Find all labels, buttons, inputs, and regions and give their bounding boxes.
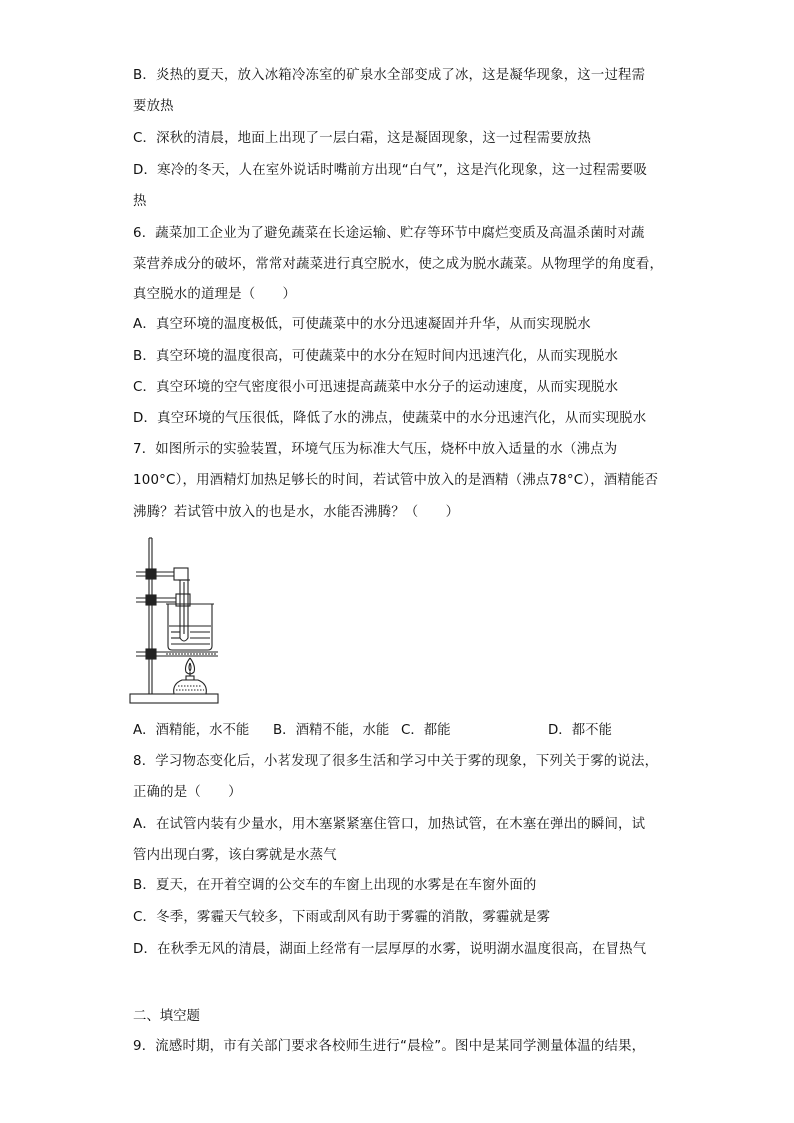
q7-stem-line1: 7．如图所示的实验装置，环境气压为标准大气压，烧杯中放入适量的水（沸点为: [133, 442, 618, 457]
q7-option-d: D．都不能: [548, 723, 612, 738]
q6-stem-line2: 菜营养成分的破坏，常常对蔬菜进行真空脱水，使之成为脱水蔬菜。从物理学的角度看，: [133, 257, 664, 272]
q7-stem-line3: 沸腾？若试管中放入的也是水，水能否沸腾？（ ）: [133, 505, 460, 520]
boiling-apparatus-icon: [128, 534, 222, 708]
q8-option-d: D．在秋季无风的清晨，湖面上经常有一层厚厚的水雾，说明湖水温度很高，在冒热气: [133, 942, 647, 957]
q8-option-a-line2: 管内出现白雾，该白雾就是水蒸气: [133, 848, 337, 863]
q5-option-b-line1: B．炎热的夏天，放入冰箱冷冻室的矿泉水全部变成了冰，这是凝华现象，这一过程需: [133, 68, 646, 83]
q7-options: [133, 722, 673, 740]
q5-option-d-line2: 热: [133, 194, 147, 209]
q6-stem-line1: 6．蔬菜加工企业为了避免蔬菜在长途运输、贮存等环节中腐烂变质及高温杀菌时对蔬: [133, 226, 645, 241]
q6-stem-line3: 真空脱水的道理是（ ）: [133, 287, 297, 302]
q5-option-d-line1: D．寒冷的冬天，人在室外说话时嘴前方出现“白气”，这是汽化现象，这一过程需要吸: [133, 163, 648, 178]
q7-option-b: B．酒精不能，水能: [273, 723, 390, 738]
q6-option-c: C．真空环境的空气密度很小可迅速提高蔬菜中水分子的运动速度，从而实现脱水: [133, 380, 619, 395]
q7-stem-line2: 100°C），用酒精灯加热足够长的时间，若试管中放入的是酒精（沸点78°C），酒精能否: [133, 473, 659, 488]
q5-option-c: C．深秋的清晨，地面上出现了一层白霜，这是凝固现象，这一过程需要放热: [133, 131, 592, 146]
q8-stem-line1: 8．学习物态变化后，小茗发现了很多生活和学习中关于雾的现象，下列关于雾的说法，: [133, 754, 659, 769]
q6-option-d: D．真空环境的气压很低，降低了水的沸点，使蔬菜中的水分迅速汽化，从而实现脱水: [133, 411, 647, 426]
q7-option-c: C．都能: [401, 723, 451, 738]
section-title: 二、填空题: [133, 1009, 200, 1024]
q5-option-b-line2: 要放热: [133, 99, 174, 114]
q9-stem-line1: 9．流感时期，市有关部门要求各校师生进行“晨检”。图中是某同学测量体温的结果，: [133, 1039, 646, 1054]
q6-option-a: A．真空环境的温度极低，可使蔬菜中的水分迅速凝固并升华，从而实现脱水: [133, 317, 591, 332]
q7-option-a: A．酒精能，水不能: [133, 723, 250, 738]
q6-option-b: B．真空环境的温度很高，可使蔬菜中的水分在短时间内迅速汽化，从而实现脱水: [133, 349, 619, 364]
q8-option-b: B．夏天，在开着空调的公交车的车窗上出现的水雾是在车窗外面的: [133, 878, 537, 893]
q8-stem-line2: 正确的是（ ）: [133, 785, 242, 800]
q8-option-a-line1: A．在试管内装有少量水，用木塞紧紧塞住管口，加热试管，在木塞在弹出的瞬间，试: [133, 817, 646, 832]
q8-option-c: C．冬季，雾霾天气较多，下雨或刮风有助于雾霾的消散，雾霾就是雾: [133, 910, 551, 925]
